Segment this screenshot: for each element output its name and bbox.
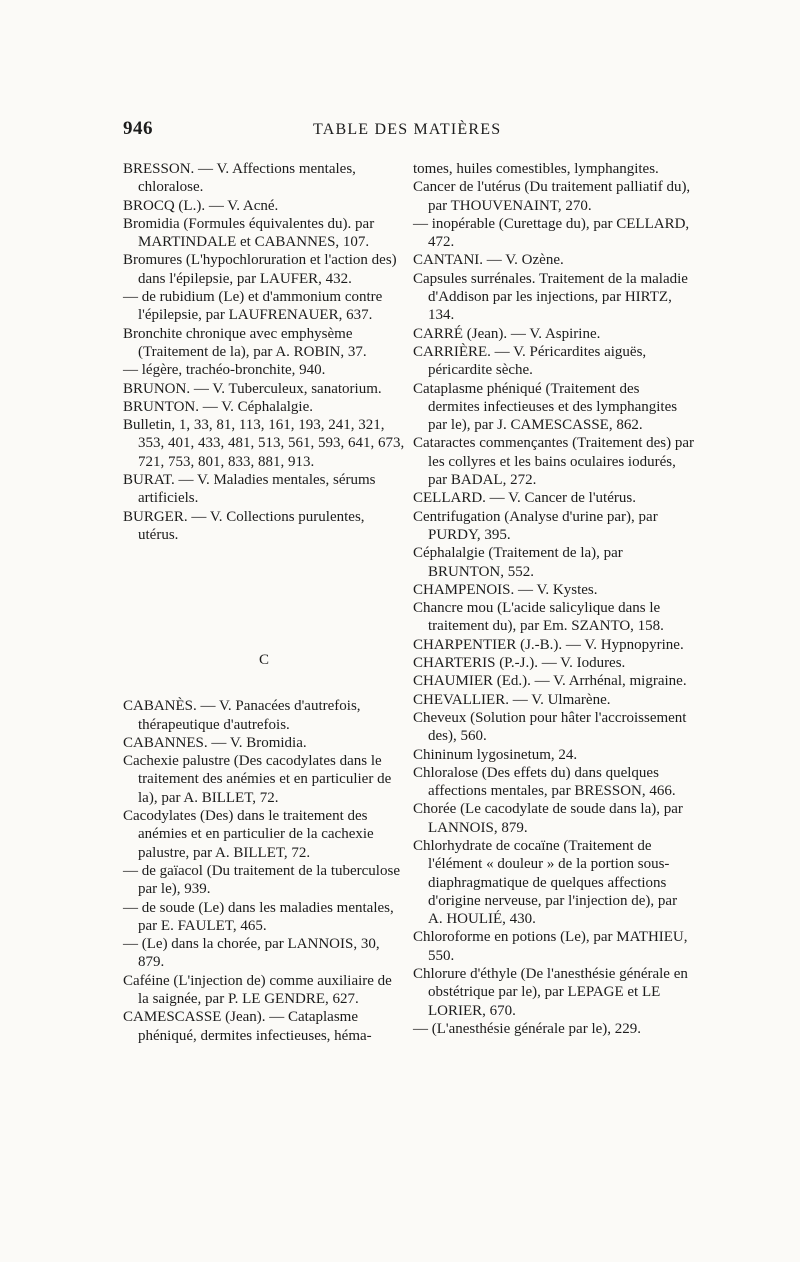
index-entry: Bromidia (Formules équivalentes du). par MARTINDALE et CABANNES, 107.	[123, 215, 375, 251]
index-entry: CELLARD. — V. Cancer de l'utérus.	[413, 490, 636, 507]
index-entry: Chancre mou (L'acide salicylique dans le traitement du), par Em. SZANTO, 158.	[413, 600, 664, 635]
section-letter: C	[258, 652, 269, 668]
index-entry: BROCQ (L.). — V. Acné.	[123, 197, 279, 214]
index-entry: BURGER. — V. Collections purulentes, utérus.	[123, 508, 365, 543]
index-entry: Caféine (L'injection de) comme auxiliaire de la saignée, par P. LE GENDRE, 627.	[123, 972, 392, 1007]
index-entry: Cachexie palustre (Des cacodylates dans le traitement des anémies et en particulier de la), par A. BILLET, 72.	[123, 753, 392, 806]
left-column	[123, 160, 405, 1045]
index-entry: Cheveux (Solution pour hâter l'accroissement des), 560.	[413, 709, 687, 745]
index-entry: — légère, trachéo-bronchite, 940.	[123, 362, 326, 379]
index-entry: Cancer de l'utérus (Du traitement palliatif du), par THOUVENAINT, 270.	[413, 179, 691, 214]
page-number: 946	[123, 118, 153, 139]
index-entry: Chlorhydrate de cocaïne (Traitement de l'élément « douleur » de la portion sous-diaphragmatique de quelques affections d'origine nerveuse, par l'injection de), par A. HOULIÉ, 430.	[413, 837, 678, 928]
index-entry: — inopérable (Curettage du), par CELLARD, 472.	[413, 215, 690, 251]
index-entry: CHEVALLIER. — V. Ulmarène.	[413, 691, 611, 708]
index-entry: Bromures (L'hypochloruration et l'action des) dans l'épilepsie, par LAUFER, 432.	[123, 252, 397, 287]
index-entry: Cacodylates (Des) dans le traitement des anémies et en particulier de la cachexie palustre, par A. BILLET, 72.	[123, 808, 374, 861]
index-entry: tomes, huiles comestibles, lymphangites.	[413, 161, 659, 177]
running-title: TABLE DES MATIÈRES	[313, 121, 502, 138]
index-entry: BRUNTON. — V. Céphalalgie.	[123, 398, 313, 415]
index-entry: Bronchite chronique avec emphysème (Traitement de la), par A. ROBIN, 37.	[123, 325, 367, 360]
index-entry: CHARPENTIER (J.-B.). — V. Hypnopyrine.	[413, 636, 684, 653]
index-entry: CAMESCASSE (Jean). — Cataplasme phéniqué, dermites infectieuses, héma-	[123, 1009, 372, 1044]
page-header	[123, 118, 693, 148]
right-column	[413, 160, 694, 1038]
index-entry: — de soude (Le) dans les maladies mentales, par E. FAULET, 465.	[123, 899, 394, 934]
index-entry: CHAUMIER (Ed.). — V. Arrhénal, migraine.	[413, 673, 687, 690]
index-entry: CARRIÈRE. — V. Péricardites aiguës, péricardite sèche.	[413, 343, 647, 379]
index-entry: CABANNES. — V. Bromidia.	[123, 734, 307, 751]
index-entry: — de rubidium (Le) et d'ammonium contre l'épilepsie, par LAUFRENAUER, 637.	[123, 289, 383, 324]
index-entry: Chorée (Le cacodylate de soude dans la), par LANNOIS, 879.	[413, 801, 683, 836]
index-entry: — (L'anesthésie générale par le), 229.	[413, 1020, 642, 1037]
index-entry: Céphalalgie (Traitement de la), par BRUNTON, 552.	[413, 545, 623, 580]
index-entry: CARRÉ (Jean). — V. Aspirine.	[413, 325, 601, 342]
index-entry: Cataractes commençantes (Traitement des) par les collyres et les bains oculaires iodurés, par BADAL, 272.	[413, 435, 695, 489]
index-entry: CHARTERIS (P.-J.). — V. Iodures.	[413, 655, 626, 672]
index-entry: — (Le) dans la chorée, par LANNOIS, 30, 879.	[123, 936, 380, 971]
index-entry: Cataplasme phéniqué (Traitement des dermites infectieuses et des lymphangites par le), par J. CAMESCASSE, 862.	[413, 380, 678, 434]
index-entry: BURAT. — V. Maladies mentales, sérums artificiels.	[123, 472, 376, 507]
index-entry: Centrifugation (Analyse d'urine par), par PURDY, 395.	[413, 508, 658, 543]
index-entry: CANTANI. — V. Ozène.	[413, 252, 564, 269]
index-entry: Capsules surrénales. Traitement de la maladie d'Addison par les injections, par HIRTZ, 134.	[413, 270, 688, 324]
index-entry: Chloroforme en potions (Le), par MATHIEU, 550.	[413, 929, 688, 964]
index-entry: BRESSON. — V. Affections mentales, chloralose.	[123, 161, 356, 196]
index-entry: Chlorure d'éthyle (De l'anesthésie générale en obstétrique par le), par LEPAGE et LE LORIER, 670.	[413, 966, 688, 1019]
index-entry: CHAMPENOIS. — V. Kystes.	[413, 581, 598, 598]
index-entry: — de gaïacol (Du traitement de la tuberculose par le), 939.	[123, 862, 400, 898]
section-spacer	[123, 544, 405, 697]
index-entry: Chloralose (Des effets du) dans quelques affections mentales, par BRESSON, 466.	[413, 764, 676, 800]
index-entry: Chininum lygosinetum, 24.	[413, 746, 578, 763]
index-entry: BRUNON. — V. Tuberculeux, sanatorium.	[123, 380, 382, 397]
index-entry: CABANÈS. — V. Panacées d'autrefois, thérapeutique d'autrefois.	[123, 698, 361, 733]
index-entry: Bulletin, 1, 33, 81, 113, 161, 193, 241, 321, 353, 401, 433, 481, 513, 561, 593, 641, 673, 721, 753, 801, 833, 881, 913.	[123, 417, 405, 470]
